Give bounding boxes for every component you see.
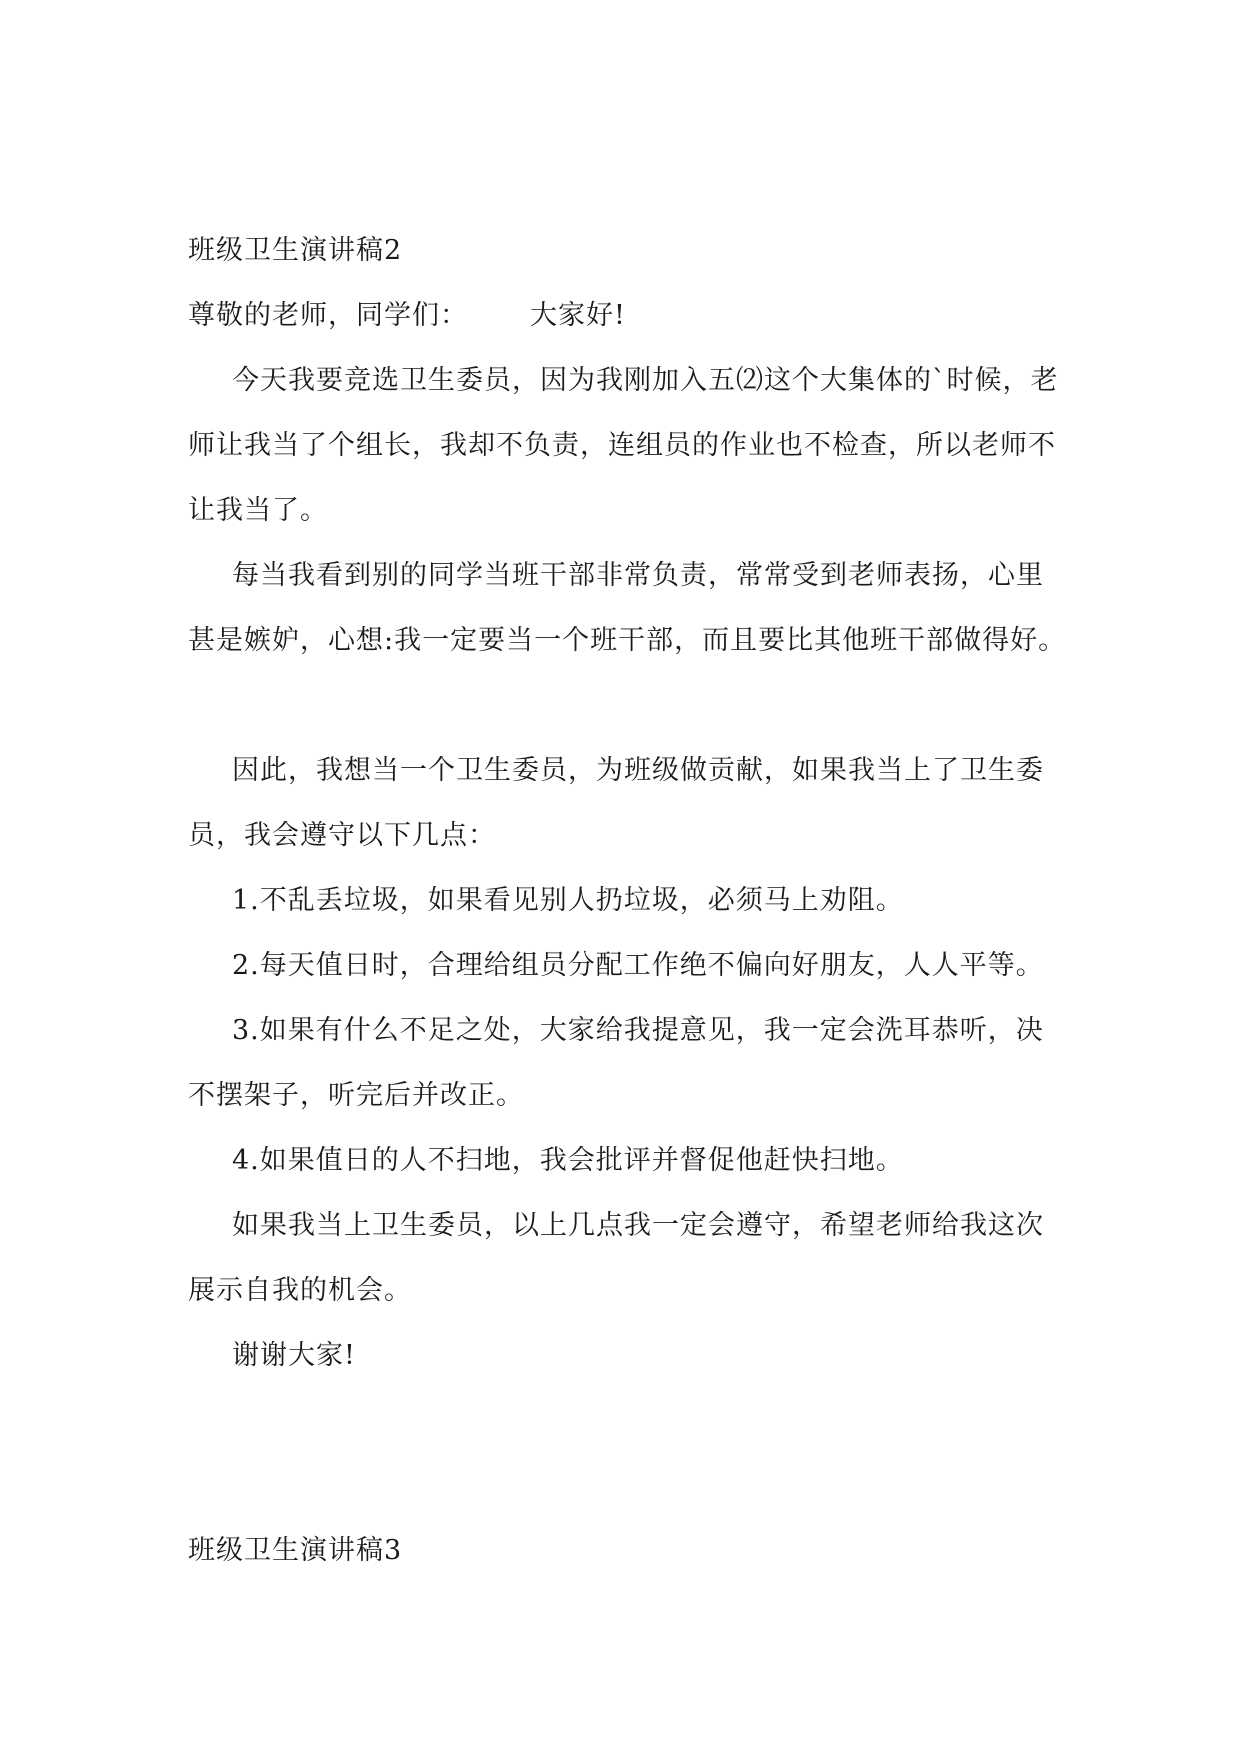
list-item-2: 2.每天值日时，合理给组员分配工作绝不偏向好朋友，人人平等。: [232, 950, 1044, 981]
paragraph-3: 因此，我想当一个卫生委员，为班级做贡献，如果我当上了卫生委员，我会遵守以下几点：: [188, 755, 1044, 851]
speech-title-2: 班级卫生演讲稿2: [188, 235, 403, 266]
greeting-right: 大家好!: [530, 300, 626, 331]
paragraph-4: 如果我当上卫生委员，以上几点我一定会遵守，希望老师给我这次展示自我的机会。: [188, 1210, 1044, 1306]
closing-line: 谢谢大家!: [232, 1340, 356, 1371]
paragraph-1: 今天我要竞选卫生委员，因为我刚加入五⑵这个大集体的`时候，老师让我当了个组长，我却不负责，连组员的作业也不检查，所以老师不让我当了。: [188, 365, 1059, 526]
list-item-4: 4.如果值日的人不扫地，我会批评并督促他赶快扫地。: [232, 1145, 904, 1176]
list-item-1: 1.不乱丢垃圾，如果看见别人扔垃圾，必须马上劝阻。: [232, 885, 904, 916]
paragraph-2: 每当我看到别的同学当班干部非常负责，常常受到老师表扬，心里甚是嫉妒，心想:我一定要当一个班干部，而且要比其他班干部做得好。: [188, 560, 1067, 656]
greeting-line: [188, 283, 1068, 348]
greeting-left: 尊敬的老师，同学们：: [188, 300, 468, 331]
speech-title-3: 班级卫生演讲稿3: [188, 1535, 403, 1566]
list-item-3: 3.如果有什么不足之处，大家给我提意见，我一定会洗耳恭听，决不摆架子，听完后并改正。: [188, 1015, 1044, 1111]
